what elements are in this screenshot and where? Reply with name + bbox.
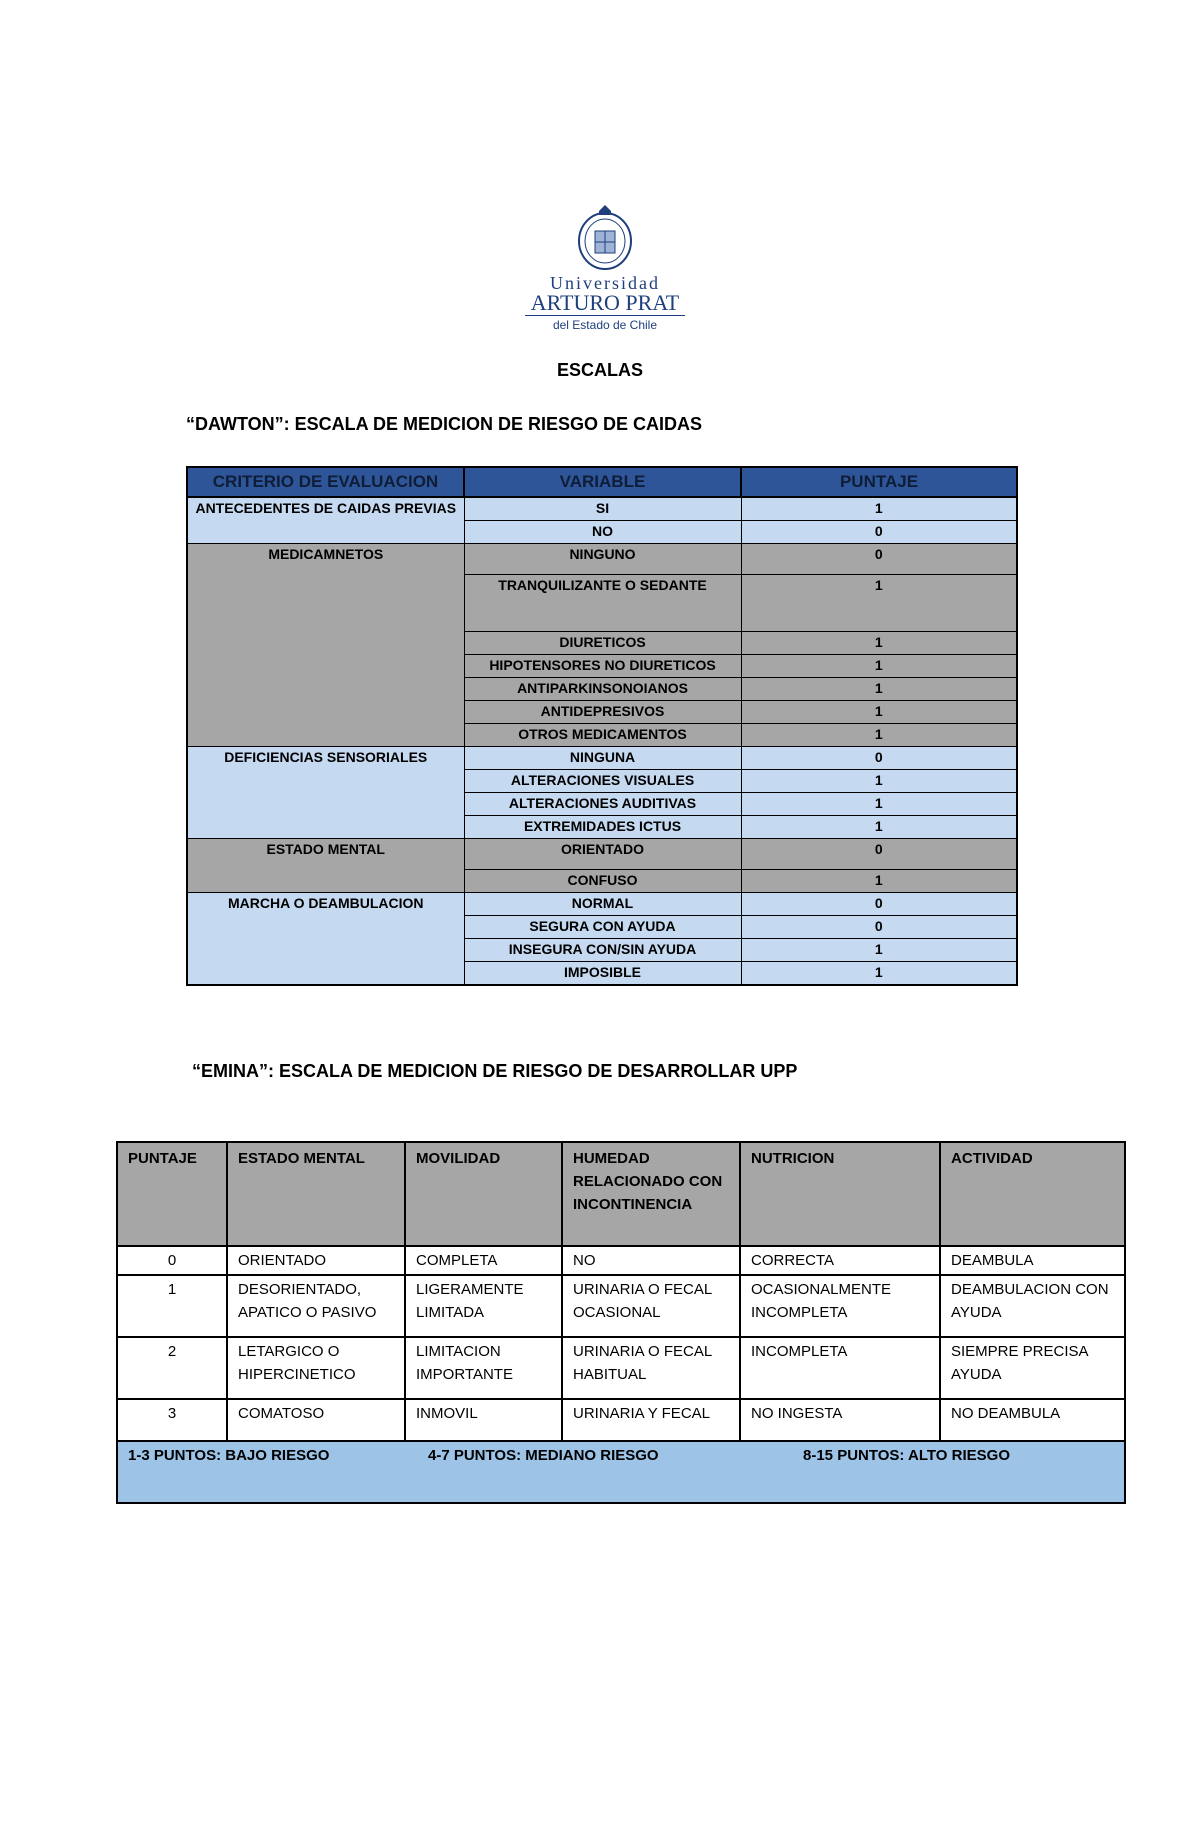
table-row (187, 544, 1017, 575)
table-cell: URINARIA O FECAL OCASIONAL (562, 1275, 740, 1337)
criterion-cell: MARCHA O DEAMBULACION (187, 893, 464, 986)
variable-cell: TRANQUILIZANTE O SEDANTE (464, 575, 741, 632)
criterion-cell: DEFICIENCIAS SENSORIALES (187, 747, 464, 839)
table-cell: 1 (117, 1275, 227, 1337)
column-header: NUTRICION (740, 1142, 940, 1246)
table-row (117, 1246, 1125, 1275)
variable-cell: SI (464, 497, 741, 521)
emina-title: “EMINA”: ESCALA DE MEDICION DE RIESGO DE DESARROLLAR UPP (192, 1061, 798, 1081)
table-cell: NO (562, 1246, 740, 1275)
score-cell: 1 (741, 724, 1017, 747)
score-cell: 1 (741, 655, 1017, 678)
score-cell: 1 (741, 793, 1017, 816)
score-cell: 0 (741, 916, 1017, 939)
table-row (187, 893, 1017, 916)
score-cell: 1 (741, 575, 1017, 632)
variable-cell: NINGUNO (464, 544, 741, 575)
table-cell: DEAMBULA (940, 1246, 1125, 1275)
table-cell: SIEMPRE PRECISA AYUDA (940, 1337, 1125, 1399)
variable-cell: NINGUNA (464, 747, 741, 770)
table-cell: DESORIENTADO, APATICO O PASIVO (227, 1275, 405, 1337)
dawton-title: “DAWTON”: ESCALA DE MEDICION DE RIESGO DE CAIDAS (186, 414, 703, 434)
variable-cell: ANTIDEPRESIVOS (464, 701, 741, 724)
variable-cell: ALTERACIONES AUDITIVAS (464, 793, 741, 816)
column-header: PUNTAJE (741, 467, 1017, 497)
column-header: CRITERIO DE EVALUACION (187, 467, 464, 497)
score-cell: 0 (741, 521, 1017, 544)
table-cell: 3 (117, 1399, 227, 1441)
score-cell: 1 (741, 962, 1017, 986)
table-cell: NO DEAMBULA (940, 1399, 1125, 1441)
criterion-cell: ANTECEDENTES DE CAIDAS PREVIAS (187, 497, 464, 544)
table-cell: LETARGICO O HIPERCINETICO (227, 1337, 405, 1399)
score-cell: 1 (741, 701, 1017, 724)
table-cell: INCOMPLETA (740, 1337, 940, 1399)
score-cell: 1 (741, 497, 1017, 521)
risk-legend-cell (117, 1441, 1125, 1503)
variable-cell: NORMAL (464, 893, 741, 916)
table-row (117, 1399, 1125, 1441)
table-cell: INMOVIL (405, 1399, 562, 1441)
variable-cell: CONFUSO (464, 870, 741, 893)
table-cell: URINARIA O FECAL HABITUAL (562, 1337, 740, 1399)
table-cell: LIMITACION IMPORTANTE (405, 1337, 562, 1399)
table-row (187, 839, 1017, 870)
variable-cell: EXTREMIDADES ICTUS (464, 816, 741, 839)
risk-medium-label: 4-7 PUNTOS: MEDIANO RIESGO (428, 1447, 659, 1464)
score-cell: 1 (741, 816, 1017, 839)
variable-cell: INSEGURA CON/SIN AYUDA (464, 939, 741, 962)
score-cell: 1 (741, 770, 1017, 793)
column-header: ESTADO MENTAL (227, 1142, 405, 1246)
table-cell: 0 (117, 1246, 227, 1275)
table-cell: URINARIA Y FECAL (562, 1399, 740, 1441)
table-cell: LIGERAMENTE LIMITADA (405, 1275, 562, 1337)
score-cell: 0 (741, 544, 1017, 575)
table-cell: DEAMBULACION CON AYUDA (940, 1275, 1125, 1337)
dawton-table (186, 466, 1018, 986)
table-header-row (187, 467, 1017, 497)
emina-table (116, 1141, 1126, 1504)
table-cell: ORIENTADO (227, 1246, 405, 1275)
table-header-row (117, 1142, 1125, 1246)
variable-cell: ANTIPARKINSONOIANOS (464, 678, 741, 701)
score-cell: 0 (741, 893, 1017, 916)
score-cell: 0 (741, 747, 1017, 770)
score-cell: 1 (741, 870, 1017, 893)
variable-cell: NO (464, 521, 741, 544)
table-cell: CORRECTA (740, 1246, 940, 1275)
score-cell: 1 (741, 632, 1017, 655)
column-header: PUNTAJE (117, 1142, 227, 1246)
page-title: ESCALAS (556, 360, 643, 380)
table-row (117, 1337, 1125, 1399)
table-row (117, 1275, 1125, 1337)
table-cell: COMATOSO (227, 1399, 405, 1441)
variable-cell: HIPOTENSORES NO DIURETICOS (464, 655, 741, 678)
table-cell: COMPLETA (405, 1246, 562, 1275)
variable-cell: DIURETICOS (464, 632, 741, 655)
university-logo (525, 205, 685, 330)
table-row (187, 747, 1017, 770)
risk-legend-row (117, 1441, 1125, 1503)
score-cell: 1 (741, 939, 1017, 962)
column-header: MOVILIDAD (405, 1142, 562, 1246)
score-cell: 1 (741, 678, 1017, 701)
table-cell: 2 (117, 1337, 227, 1399)
variable-cell: ALTERACIONES VISUALES (464, 770, 741, 793)
score-cell: 0 (741, 839, 1017, 870)
risk-high-label: 8-15 PUNTOS: ALTO RIESGO (803, 1447, 1010, 1464)
column-header: VARIABLE (464, 467, 741, 497)
logo-line-arturo-prat: ARTURO PRAT (525, 291, 685, 316)
variable-cell: IMPOSIBLE (464, 962, 741, 986)
table-cell: OCASIONALMENTE INCOMPLETA (740, 1275, 940, 1337)
variable-cell: OTROS MEDICAMENTOS (464, 724, 741, 747)
logo-line-del-estado: del Estado de Chile (552, 318, 658, 332)
criterion-cell: ESTADO MENTAL (187, 839, 464, 893)
criterion-cell: MEDICAMNETOS (187, 544, 464, 747)
risk-low-label: 1-3 PUNTOS: BAJO RIESGO (128, 1447, 330, 1464)
variable-cell: SEGURA CON AYUDA (464, 916, 741, 939)
column-header: HUMEDAD RELACIONADO CON INCONTINENCIA (562, 1142, 740, 1246)
column-header: ACTIVIDAD (940, 1142, 1125, 1246)
variable-cell: ORIENTADO (464, 839, 741, 870)
logo-line-universidad: Universidad (550, 273, 660, 293)
university-seal-icon (575, 205, 635, 271)
table-cell: NO INGESTA (740, 1399, 940, 1441)
table-row (187, 497, 1017, 521)
